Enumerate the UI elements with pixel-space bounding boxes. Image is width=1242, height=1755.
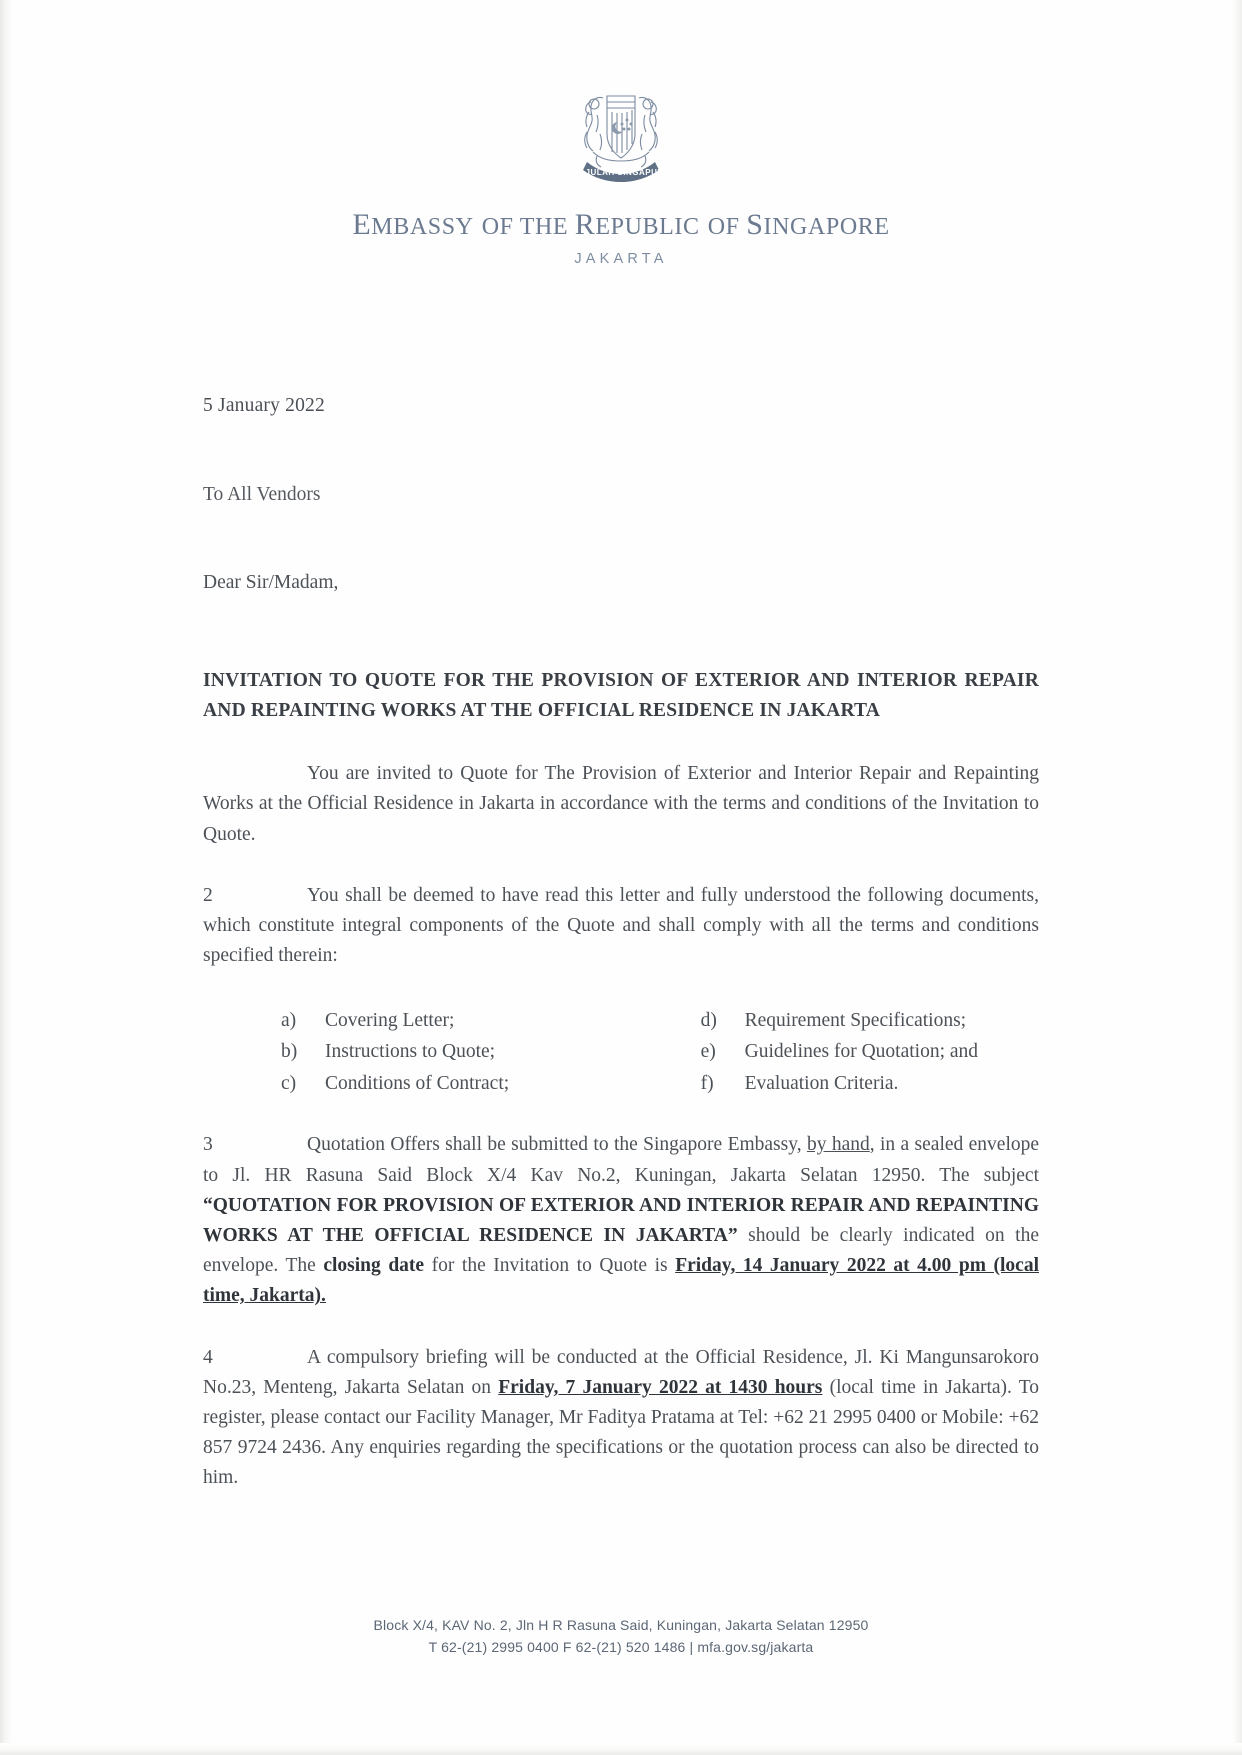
paragraph-3-segment-2: , in a sealed envelope to Jl. HR Rasuna Said Block X/4 Kav No.2, Kuningan, Jakarta Selatan 12950. The subject <box>203 1134 1040 1186</box>
list-item <box>701 1036 1039 1068</box>
closing-date-label: closing date <box>323 1255 425 1277</box>
list-marker: a) <box>281 1009 297 1031</box>
paragraph-1-text: You are invited to Quote for The Provision of Exterior and Interior Repair and Repainting Works at the Official Residence in Jakarta in accordance with the terms and conditions of the Invitation to Quote. <box>203 763 1039 845</box>
singapore-state-crest-icon <box>563 82 679 186</box>
list-text: Evaluation Criteria. <box>744 1072 899 1094</box>
documents-column-left <box>203 1005 679 1100</box>
paragraph-2-number: 2 <box>203 884 213 906</box>
closing-date-value: Friday, 14 January 2022 at 4.00 pm (local time, Jakarta). <box>203 1255 1039 1307</box>
letter-date: 5 January 2022 <box>203 395 325 416</box>
scan-edge-bottom <box>0 1743 1242 1755</box>
list-text: Instructions to Quote; <box>325 1041 496 1063</box>
list-text: Requirement Specifications; <box>744 1009 967 1031</box>
list-item <box>701 1005 1039 1037</box>
paragraph-4-number: 4 <box>203 1346 213 1368</box>
letter-salutation: Dear Sir/Madam, <box>203 572 339 593</box>
list-marker: c) <box>281 1072 297 1094</box>
organisation-city: JAKARTA <box>574 251 668 267</box>
list-text: Guidelines for Quotation; and <box>744 1041 979 1063</box>
paragraph-4-segment-2: (local time in Jakarta). To register, please contact our Facility Manager, Mr Faditya Pratama at Tel: +62 21 2995 0400 or Mobile: +62 857 9724 2436. Any enquiries regarding the specifications or the quotation process can also be directed to him. <box>203 1376 1039 1489</box>
organisation-name: EMBASSY OF THE REPUBLIC OF SINGAPORE <box>352 208 890 241</box>
paragraph-3 <box>203 1130 1039 1311</box>
subject-heading: INVITATION TO QUOTE FOR THE PROVISION OF EXTERIOR AND INTERIOR REPAIR AND REPAINTING WORKS AT THE OFFICIAL RESIDENCE IN JAKARTA <box>203 670 1039 721</box>
list-item <box>281 1005 679 1037</box>
paragraph-4 <box>203 1343 1039 1494</box>
documents-column-right <box>679 1005 1039 1100</box>
list-marker: f) <box>700 1072 714 1094</box>
paragraph-2 <box>203 881 1039 972</box>
list-marker: d) <box>700 1009 717 1031</box>
by-hand-emphasis: by hand <box>806 1134 870 1156</box>
paragraph-3-segment-4: for the Invitation to Quote is <box>424 1255 676 1277</box>
letter-addressee: To All Vendors <box>203 484 321 505</box>
list-text: Covering Letter; <box>325 1009 455 1031</box>
list-marker: e) <box>700 1041 716 1063</box>
paragraph-2-text: You shall be deemed to have read this letter and fully understood the following documents, which constitute integral components of the Quote and shall comply with all the terms and conditions specified therein: <box>203 884 1039 967</box>
paragraph-1 <box>203 759 1039 850</box>
paragraph-3-segment-1: Quotation Offers shall be submitted to the Singapore Embassy, <box>307 1134 807 1156</box>
letter-body <box>203 395 1039 1494</box>
paragraph-3-segment-3: should be clearly indicated on the envelope. The <box>203 1224 1040 1277</box>
quotation-subject-line: “QUOTATION FOR PROVISION OF EXTERIOR AND INTERIOR REPAIR AND REPAINTING WORKS AT THE OFFICIAL RESIDENCE IN JAKARTA” <box>203 1194 1039 1246</box>
paragraph-4-segment-1: A compulsory briefing will be conducted at the Official Residence, Jl. Ki Mangunsarokoro No.23, Menteng, Jakarta Selatan on <box>203 1346 1039 1398</box>
list-item <box>701 1068 1039 1100</box>
list-marker: b) <box>281 1041 298 1063</box>
letterhead <box>0 0 1242 267</box>
svg-text:MAJULAH SINGAPURA: MAJULAH SINGAPURA <box>572 168 670 177</box>
paragraph-3-number: 3 <box>203 1134 213 1156</box>
page-footer <box>0 1614 1242 1659</box>
footer-address: Block X/4, KAV No. 2, Jln H R Rasuna Said, Kuningan, Jakarta Selatan 12950 <box>373 1616 869 1633</box>
list-item <box>281 1068 679 1100</box>
list-text: Conditions of Contract; <box>325 1072 510 1094</box>
footer-contact: T 62-(21) 2995 0400 F 62-(21) 520 1486 | mfa.gov.sg/jakarta <box>428 1639 814 1656</box>
briefing-datetime: Friday, 7 January 2022 at 1430 hours <box>498 1376 823 1398</box>
component-documents-list <box>203 1005 1039 1100</box>
list-item <box>281 1036 679 1068</box>
